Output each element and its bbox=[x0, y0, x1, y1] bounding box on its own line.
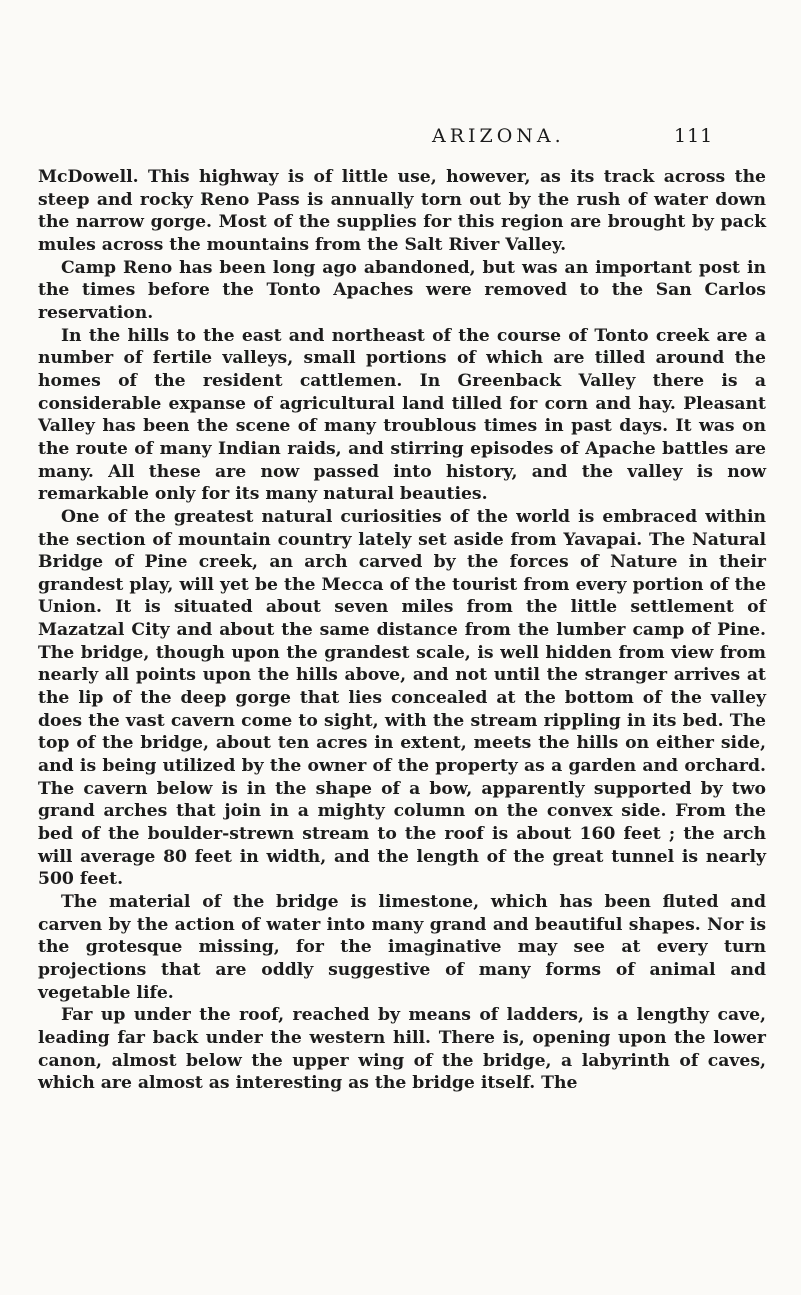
paragraph-4: One of the greatest natural curiosities of the world is embraced within the section of mountain country lately set aside from Yavapai. The Natural Bridge of Pine creek, an arch carved by the forces of Nature in their grandest play, will yet be the Mecca of the tourist from every portion of the Union. It is situated about seven miles from the little settlement of Mazatzal City and about the same distance from the lumber camp of Pine. The bridge, though upon the grandest scale, is well hidden from view from nearly all points upon the hills above, and not until the stranger arrives at the lip of the deep gorge that lies concealed at the bottom of the valley does the vast cavern come to sight, with the stream rippling in its bed. The top of the bridge, about ten acres in extent, meets the hills on either side, and is being utilized by the owner of the property as a garden and orchard. The cavern below is in the shape of a bow, apparently supported by two grand arches that join in a mighty column on the convex side. From the bed of the boulder-strewn stream to the roof is about 160 feet ; the arch will average 80 feet in width, and the length of the great tunnel is nearly 500 feet. bbox=[38, 506, 766, 890]
paragraph-1: McDowell. This highway is of little use, however, as its track across the steep and rocky Reno Pass is annually torn out by the rush of water down the narrow gorge. Most of the supplies for this region are brought by pack mules across the mountains from the Salt River Valley. bbox=[38, 167, 766, 255]
paragraph-2: Camp Reno has been long ago abandoned, but was an important post in the times before the Tonto Apaches were removed to the San Carlos reservation. bbox=[38, 257, 766, 323]
paragraph-5: The material of the bridge is limestone, which has been fluted and carven by the action of water into many grand and beautiful shapes. Nor is the grotesque missing, for the imaginative may see at every turn projections that are oddly suggestive of many forms of animal and vegetable life. bbox=[38, 892, 766, 1003]
body-text bbox=[38, 166, 766, 1095]
running-title: ARIZONA. bbox=[432, 125, 565, 147]
page-number: 111 bbox=[674, 125, 714, 147]
running-head bbox=[0, 125, 801, 155]
paragraph-6: Far up under the roof, reached by means of ladders, is a lengthy cave, leading far back under the western hill. There is, opening upon the lower canon, almost below the upper wing of the bridge, a labyrinth of caves, which are almost as interesting as the bridge itself. The bbox=[38, 1005, 766, 1094]
paragraph-3: In the hills to the east and northeast of the course of Tonto creek are a number of fertile valleys, small portions of which are tilled around the homes of the resident cattlemen. In Greenback Valley there is a considerable expanse of agricultural land tilled for corn and hay. Pleasant Valley has been the scene of many troublous times in past days. It was on the route of many Indian raids, and stirring episodes of Apache battles are many. All these are now passed into history, and the valley is now remarkable only for its many natural beauties. bbox=[38, 325, 766, 505]
